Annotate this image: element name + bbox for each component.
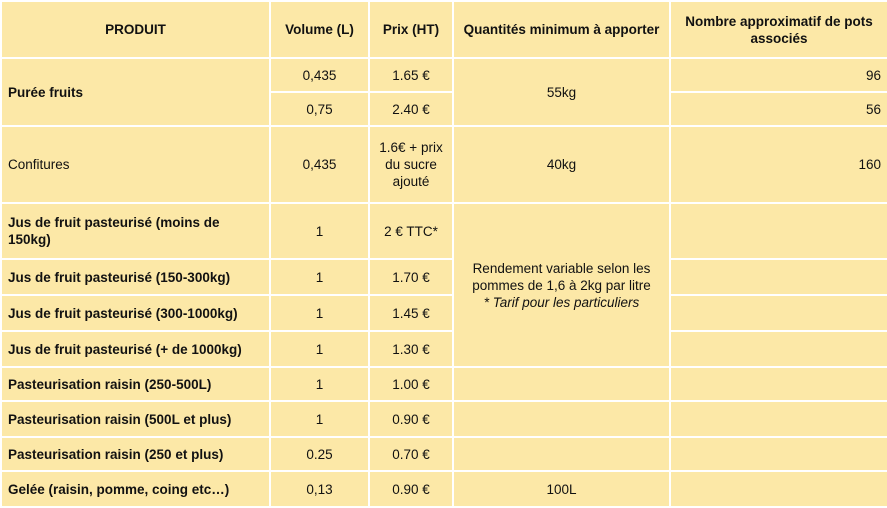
cell-pots [670, 367, 887, 401]
cell-prix: 2 € TTC* [369, 203, 453, 259]
cell-volume: 0,75 [270, 92, 369, 126]
cell-volume: 0,13 [270, 471, 369, 507]
cell-quantite [453, 437, 670, 471]
cell-volume: 0.25 [270, 437, 369, 471]
cell-volume: 1 [270, 367, 369, 401]
cell-prix: 0.90 € [369, 401, 453, 437]
table-row [1, 203, 887, 259]
cell-produit: Jus de fruit pasteurisé (+ de 1000kg) [1, 331, 270, 367]
header-prix: Prix (HT) [369, 1, 453, 58]
cell-produit: Pasteurisation raisin (250 et plus) [1, 437, 270, 471]
header-quantites: Quantités minimum à apporter [453, 1, 670, 58]
table-row [1, 437, 887, 471]
cell-pots [670, 259, 887, 295]
table-row [1, 367, 887, 401]
cell-pots: 160 [670, 126, 887, 203]
cell-pots: 56 [670, 92, 887, 126]
cell-volume: 1 [270, 331, 369, 367]
cell-quantite: 55kg [453, 58, 670, 126]
juice-yield-text: Rendement variable selon les pommes de 1,6 à 2kg par litre [472, 260, 651, 293]
header-produit: PRODUIT [1, 1, 270, 58]
cell-produit: Jus de fruit pasteurisé (150-300kg) [1, 259, 270, 295]
cell-produit: Jus de fruit pasteurisé (300-1000kg) [1, 295, 270, 331]
cell-prix: 1.45 € [369, 295, 453, 331]
cell-produit: Pasteurisation raisin (250-500L) [1, 367, 270, 401]
cell-volume: 0,435 [270, 126, 369, 203]
cell-prix: 1.00 € [369, 367, 453, 401]
cell-pots [670, 401, 887, 437]
cell-pots [670, 331, 887, 367]
table-row [1, 295, 887, 331]
table-row [1, 259, 887, 295]
cell-quantite: 40kg [453, 126, 670, 203]
cell-produit: Confitures [1, 126, 270, 203]
cell-prix: 1.65 € [369, 58, 453, 92]
cell-quantite [453, 401, 670, 437]
cell-produit: Gelée (raisin, pomme, coing etc…) [1, 471, 270, 507]
cell-produit: Purée fruits [1, 58, 270, 126]
cell-pots [670, 203, 887, 259]
table-row [1, 331, 887, 367]
cell-volume: 1 [270, 259, 369, 295]
cell-quantite: 100L [453, 471, 670, 507]
cell-volume: 1 [270, 295, 369, 331]
table-row [1, 58, 887, 92]
particuliers-note: * Tarif pour les particuliers [483, 294, 640, 310]
table-row [1, 401, 887, 437]
table-row [1, 126, 887, 203]
cell-prix: 0.90 € [369, 471, 453, 507]
cell-volume: 0,435 [270, 58, 369, 92]
cell-prix: 2.40 € [369, 92, 453, 126]
cell-pots [670, 295, 887, 331]
header-pots: Nombre approximatif de pots associés [670, 1, 887, 58]
cell-prix: 1.70 € [369, 259, 453, 295]
cell-volume: 1 [270, 203, 369, 259]
cell-prix: 1.6€ + prix du sucre ajouté [369, 126, 453, 203]
cell-quantite [453, 367, 670, 401]
cell-produit: Jus de fruit pasteurisé (moins de 150kg) [1, 203, 270, 259]
cell-pots: 96 [670, 58, 887, 92]
cell-pots [670, 437, 887, 471]
header-row [1, 1, 887, 58]
cell-prix: 1.30 € [369, 331, 453, 367]
cell-volume: 1 [270, 401, 369, 437]
cell-produit: Pasteurisation raisin (500L et plus) [1, 401, 270, 437]
header-volume: Volume (L) [270, 1, 369, 58]
cell-prix: 0.70 € [369, 437, 453, 471]
juice-yield-note [453, 203, 670, 367]
